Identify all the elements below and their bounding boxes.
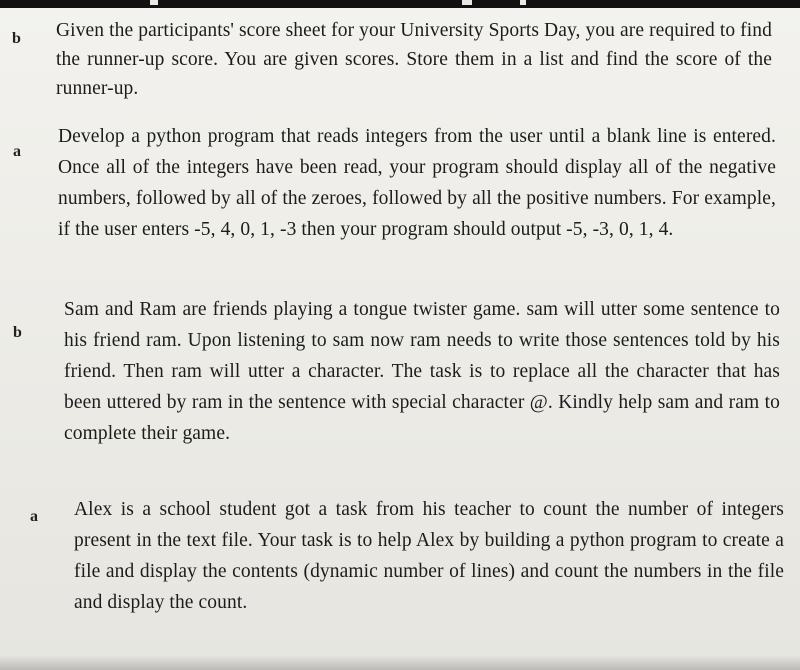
bottom-edge-shadow <box>0 655 800 670</box>
question-2-label: a <box>13 143 21 160</box>
top-header-band <box>0 0 800 8</box>
question-2-text: Develop a python program that reads integers from the user until a blank line is entered. Once all of the integers have been read, your program should display all of the negative numbers, followed by all of the zeroes, followed by all the positive numbers. For example, if the user enters -5, 4, 0, 1, -3 then your program should output -5, -3, 0, 1, 4. <box>58 126 776 240</box>
question-1-label: b <box>12 30 21 47</box>
header-gap <box>520 0 526 5</box>
question-1-text: Given the participants' score sheet for your University Sports Day, you are required to find the runner-up score. You are given scores. Store them in a list and find the score of the runner-up. <box>56 20 772 99</box>
question-4-text: Alex is a school student got a task from his teacher to count the number of integers present in the text file. Your task is to help Alex by building a python program to create a file and display the contents (dynamic number of lines) and count the numbers in the file and display the count. <box>74 499 784 613</box>
header-gap <box>462 0 472 5</box>
question-4-label: a <box>30 508 38 525</box>
question-3-label: b <box>13 324 22 341</box>
header-gap <box>150 0 158 5</box>
question-3-text: Sam and Ram are friends playing a tongue twister game. sam will utter some sentence to his friend ram. Upon listening to sam now ram needs to write those sentences told by his friend. Then ram will utter a character. The task is to replace all the character that has been uttered by ram in the sentence with special character @. Kindly help sam and ram to complete their game. <box>64 299 780 444</box>
